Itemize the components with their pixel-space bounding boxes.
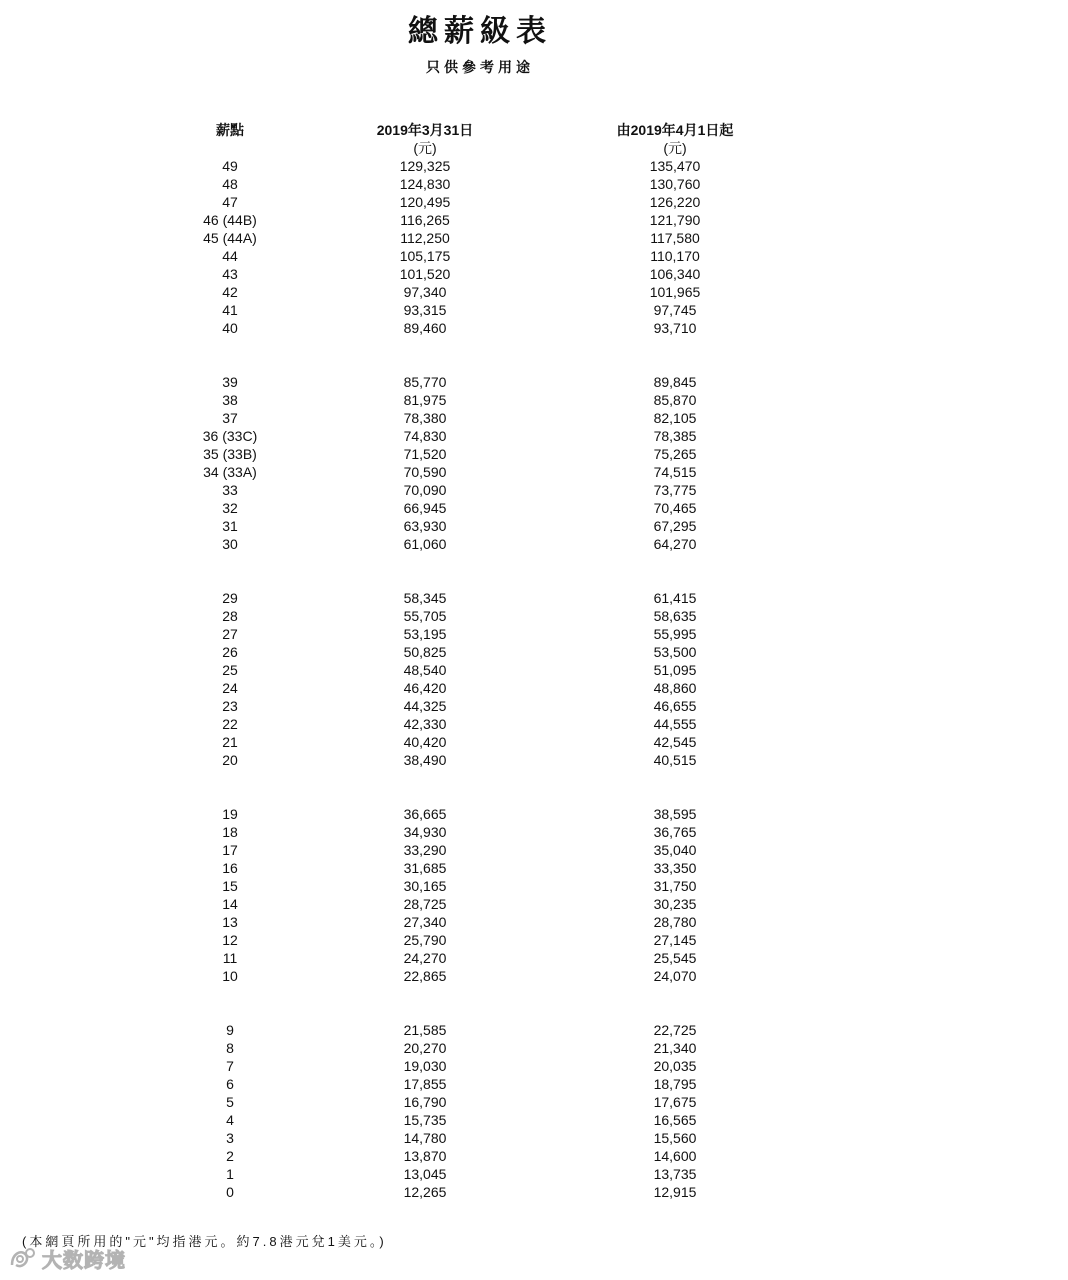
salary-point-cell: 7 [226, 1058, 234, 1074]
table-row [0, 373, 1068, 391]
salary-new-cell: 17,675 [653, 1094, 697, 1110]
salary-new-cell: 117,580 [650, 230, 700, 246]
salary-point-cell: 21 [222, 734, 238, 750]
table-row [0, 319, 1068, 337]
salary-new-cell: 64,270 [653, 536, 697, 552]
salary-new-cell: 51,095 [653, 662, 697, 678]
salary-old-cell: 38,490 [403, 752, 447, 768]
salary-point-cell: 30 [222, 536, 238, 552]
salary-old-cell: 120,495 [399, 194, 451, 210]
salary-new-cell: 89,845 [653, 374, 697, 390]
table-row [0, 733, 1068, 751]
watermark-text: 大数跨境 [42, 1250, 126, 1272]
table-row [0, 607, 1068, 625]
salary-old-cell: 129,325 [399, 158, 451, 174]
salary-table-body [0, 157, 1068, 1201]
table-row [0, 463, 1068, 481]
table-row [0, 895, 1068, 913]
salary-point-cell: 25 [222, 662, 238, 678]
salary-new-cell: 101,965 [649, 284, 701, 300]
salary-new-cell: 75,265 [653, 446, 697, 462]
table-row [0, 643, 1068, 661]
salary-old-cell: 93,315 [403, 302, 447, 318]
table-row [0, 967, 1068, 985]
table-row [0, 157, 1068, 175]
salary-point-cell: 49 [222, 158, 238, 174]
salary-new-cell: 31,750 [653, 878, 697, 894]
salary-new-cell: 121,790 [649, 212, 701, 228]
salary-point-cell: 42 [222, 284, 238, 300]
salary-new-cell: 27,145 [653, 932, 697, 948]
table-row [0, 841, 1068, 859]
column-header-old-date: 2019年3月31日 [376, 122, 474, 138]
salary-new-cell: 42,545 [653, 734, 697, 750]
salary-new-cell: 22,725 [653, 1022, 697, 1038]
table-row [0, 751, 1068, 769]
page-title: 總薪級表 [408, 15, 552, 48]
table-row [0, 535, 1068, 553]
salary-point-cell: 0 [226, 1184, 234, 1200]
salary-new-cell: 38,595 [653, 806, 697, 822]
salary-old-cell: 50,825 [403, 644, 447, 660]
salary-old-cell: 28,725 [403, 896, 447, 912]
table-row [0, 301, 1068, 319]
salary-new-cell: 67,295 [653, 518, 697, 534]
table-row [0, 931, 1068, 949]
salary-old-cell: 105,175 [399, 248, 451, 264]
salary-old-cell: 78,380 [403, 410, 447, 426]
salary-old-cell: 61,060 [403, 536, 447, 552]
table-row [0, 1039, 1068, 1057]
salary-new-cell: 16,565 [653, 1112, 697, 1128]
salary-old-cell: 20,270 [403, 1040, 447, 1056]
salary-group [0, 1021, 1068, 1201]
table-row [0, 283, 1068, 301]
salary-old-cell: 55,705 [403, 608, 447, 624]
salary-point-cell: 36 (33C) [202, 428, 258, 444]
salary-new-cell: 82,105 [653, 410, 697, 426]
salary-new-cell: 13,735 [653, 1166, 697, 1182]
salary-new-cell: 44,555 [653, 716, 697, 732]
table-row [0, 697, 1068, 715]
salary-new-cell: 25,545 [653, 950, 697, 966]
salary-point-cell: 8 [226, 1040, 234, 1056]
salary-new-cell: 73,775 [653, 482, 697, 498]
salary-point-cell: 3 [226, 1130, 234, 1146]
salary-new-cell: 28,780 [653, 914, 697, 930]
salary-old-cell: 89,460 [403, 320, 447, 336]
column-unit-old: (元) [413, 140, 437, 156]
salary-point-cell: 26 [222, 644, 238, 660]
salary-point-cell: 19 [222, 806, 238, 822]
salary-old-cell: 36,665 [403, 806, 447, 822]
salary-point-cell: 41 [222, 302, 238, 318]
salary-old-cell: 58,345 [403, 590, 447, 606]
salary-old-cell: 70,590 [403, 464, 447, 480]
table-row [0, 877, 1068, 895]
salary-old-cell: 30,165 [403, 878, 447, 894]
salary-point-cell: 6 [226, 1076, 234, 1092]
salary-old-cell: 24,270 [403, 950, 447, 966]
salary-point-cell: 12 [222, 932, 238, 948]
table-row [0, 391, 1068, 409]
table-row [0, 1183, 1068, 1201]
table-row [0, 913, 1068, 931]
salary-point-cell: 20 [222, 752, 238, 768]
salary-new-cell: 135,470 [649, 158, 701, 174]
salary-point-cell: 13 [222, 914, 238, 930]
salary-group [0, 373, 1068, 553]
salary-old-cell: 42,330 [403, 716, 447, 732]
table-row [0, 589, 1068, 607]
table-row [0, 175, 1068, 193]
salary-old-cell: 12,265 [403, 1184, 447, 1200]
table-row [0, 1147, 1068, 1165]
salary-new-cell: 61,415 [653, 590, 697, 606]
salary-point-cell: 10 [222, 968, 238, 984]
table-row [0, 1129, 1068, 1147]
salary-old-cell: 33,290 [403, 842, 447, 858]
table-row [0, 1165, 1068, 1183]
table-row [0, 1021, 1068, 1039]
salary-point-cell: 22 [222, 716, 238, 732]
salary-point-cell: 32 [222, 500, 238, 516]
salary-point-cell: 47 [222, 194, 238, 210]
salary-point-cell: 4 [226, 1112, 234, 1128]
salary-old-cell: 13,870 [403, 1148, 447, 1164]
salary-point-cell: 24 [222, 680, 238, 696]
salary-new-cell: 35,040 [653, 842, 697, 858]
salary-old-cell: 124,830 [399, 176, 451, 192]
column-unit-new: (元) [663, 140, 687, 156]
salary-old-cell: 53,195 [403, 626, 447, 642]
salary-point-cell: 48 [222, 176, 238, 192]
salary-new-cell: 97,745 [653, 302, 697, 318]
table-row [0, 625, 1068, 643]
salary-new-cell: 93,710 [653, 320, 697, 336]
salary-point-cell: 16 [222, 860, 238, 876]
salary-point-cell: 27 [222, 626, 238, 642]
salary-old-cell: 63,930 [403, 518, 447, 534]
watermark-logo-icon [8, 1245, 38, 1273]
salary-point-cell: 17 [222, 842, 238, 858]
table-row [0, 481, 1068, 499]
watermark [8, 1244, 126, 1273]
page-subtitle: 只供參考用途 [426, 59, 534, 75]
salary-old-cell: 74,830 [403, 428, 447, 444]
salary-group [0, 157, 1068, 337]
salary-new-cell: 12,915 [653, 1184, 697, 1200]
salary-new-cell: 85,870 [653, 392, 697, 408]
salary-point-cell: 18 [222, 824, 238, 840]
salary-old-cell: 21,585 [403, 1022, 447, 1038]
salary-point-cell: 38 [222, 392, 238, 408]
salary-new-cell: 70,465 [653, 500, 697, 516]
salary-old-cell: 46,420 [403, 680, 447, 696]
table-row [0, 1111, 1068, 1129]
table-row [0, 517, 1068, 535]
salary-new-cell: 53,500 [653, 644, 697, 660]
salary-new-cell: 18,795 [653, 1076, 697, 1092]
salary-new-cell: 48,860 [653, 680, 697, 696]
salary-point-cell: 15 [222, 878, 238, 894]
salary-new-cell: 55,995 [653, 626, 697, 642]
salary-old-cell: 85,770 [403, 374, 447, 390]
salary-point-cell: 43 [222, 266, 238, 282]
table-row [0, 661, 1068, 679]
salary-new-cell: 15,560 [653, 1130, 697, 1146]
table-row [0, 823, 1068, 841]
salary-old-cell: 116,265 [400, 212, 450, 228]
salary-old-cell: 44,325 [403, 698, 447, 714]
table-row [0, 427, 1068, 445]
salary-group [0, 589, 1068, 769]
salary-point-cell: 14 [222, 896, 238, 912]
currency-footnote: (本網頁所用的"元"均指港元。約7.8港元兌1美元。) [22, 1234, 387, 1249]
table-row [0, 499, 1068, 517]
salary-old-cell: 40,420 [403, 734, 447, 750]
salary-old-cell: 16,790 [403, 1094, 447, 1110]
salary-point-cell: 23 [222, 698, 238, 714]
salary-point-cell: 33 [222, 482, 238, 498]
table-row [0, 679, 1068, 697]
salary-old-cell: 81,975 [403, 392, 447, 408]
salary-new-cell: 78,385 [653, 428, 697, 444]
salary-old-cell: 31,685 [403, 860, 447, 876]
salary-point-cell: 44 [222, 248, 238, 264]
salary-new-cell: 74,515 [653, 464, 697, 480]
table-row [0, 805, 1068, 823]
salary-point-cell: 35 (33B) [203, 446, 257, 462]
salary-old-cell: 13,045 [403, 1166, 447, 1182]
salary-new-cell: 40,515 [653, 752, 697, 768]
salary-old-cell: 66,945 [403, 500, 447, 516]
salary-old-cell: 34,930 [403, 824, 447, 840]
salary-new-cell: 30,235 [653, 896, 697, 912]
salary-new-cell: 20,035 [653, 1058, 697, 1074]
salary-point-cell: 40 [222, 320, 238, 336]
salary-group [0, 805, 1068, 985]
salary-old-cell: 48,540 [403, 662, 447, 678]
salary-old-cell: 27,340 [403, 914, 447, 930]
salary-old-cell: 22,865 [403, 968, 447, 984]
table-row [0, 409, 1068, 427]
salary-point-cell: 5 [226, 1094, 234, 1110]
salary-new-cell: 33,350 [653, 860, 697, 876]
salary-old-cell: 15,735 [403, 1112, 447, 1128]
salary-point-cell: 9 [226, 1022, 234, 1038]
salary-new-cell: 14,600 [653, 1148, 697, 1164]
salary-old-cell: 70,090 [403, 482, 447, 498]
salary-old-cell: 19,030 [403, 1058, 447, 1074]
column-header-new-date: 由2019年4月1日起 [616, 122, 734, 138]
salary-point-cell: 1 [226, 1166, 234, 1182]
salary-point-cell: 39 [222, 374, 238, 390]
salary-point-cell: 2 [226, 1148, 234, 1164]
salary-point-cell: 45 (44A) [203, 230, 257, 246]
column-header-points: 薪點 [216, 122, 244, 138]
table-row [0, 229, 1068, 247]
salary-point-cell: 11 [222, 950, 238, 966]
salary-old-cell: 71,520 [403, 446, 447, 462]
salary-point-cell: 29 [222, 590, 238, 606]
table-row [0, 1075, 1068, 1093]
salary-point-cell: 46 (44B) [203, 212, 257, 228]
salary-old-cell: 112,250 [400, 230, 450, 246]
salary-point-cell: 34 (33A) [203, 464, 257, 480]
salary-new-cell: 130,760 [649, 176, 701, 192]
salary-new-cell: 36,765 [653, 824, 697, 840]
salary-new-cell: 110,170 [650, 248, 700, 264]
salary-new-cell: 126,220 [649, 194, 701, 210]
salary-old-cell: 101,520 [399, 266, 451, 282]
table-row [0, 1093, 1068, 1111]
salary-old-cell: 14,780 [403, 1130, 447, 1146]
table-row [0, 247, 1068, 265]
salary-old-cell: 17,855 [403, 1076, 447, 1092]
salary-new-cell: 21,340 [653, 1040, 697, 1056]
table-row [0, 859, 1068, 877]
salary-old-cell: 97,340 [403, 284, 447, 300]
salary-new-cell: 46,655 [653, 698, 697, 714]
table-row [0, 949, 1068, 967]
salary-old-cell: 25,790 [403, 932, 447, 948]
table-row [0, 265, 1068, 283]
salary-point-cell: 31 [222, 518, 238, 534]
salary-new-cell: 58,635 [653, 608, 697, 624]
salary-new-cell: 106,340 [649, 266, 701, 282]
salary-point-cell: 37 [222, 410, 238, 426]
table-row [0, 715, 1068, 733]
table-row [0, 211, 1068, 229]
table-row [0, 1057, 1068, 1075]
table-row [0, 193, 1068, 211]
table-row [0, 445, 1068, 463]
salary-point-cell: 28 [222, 608, 238, 624]
salary-new-cell: 24,070 [653, 968, 697, 984]
